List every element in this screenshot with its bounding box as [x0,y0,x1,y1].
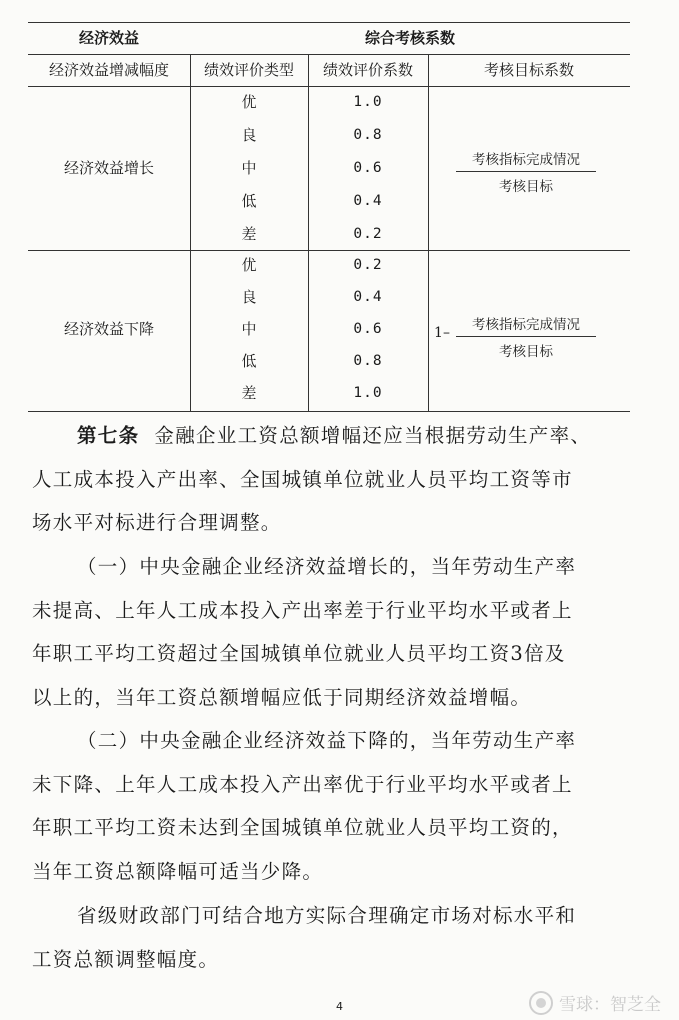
watermark [529,990,661,1015]
text-line: 金融企业工资总额增幅还应当根据劳动生产率、 [154,424,592,447]
text-line: （二）中央金融企业经济效益下降的，当年劳动生产率 [77,729,577,752]
group-decline-label: 经济效益下降 [63,320,154,338]
page-number: 4 [336,1000,343,1013]
header-composite-coefficient: 综合考核系数 [364,29,455,47]
growth-formula [456,148,596,195]
decline-formula [456,313,596,360]
text-line: 场水平对标进行合理调整。 [32,511,282,534]
article-paragraph-3 [32,719,622,893]
eval-type-cell: 差 [241,225,257,243]
text-line: 未提高、上年人工成本投入产出率差于行业平均水平或者上 [32,598,573,622]
eval-type-cell: 良 [241,288,257,306]
eval-coef-cell: 0.2 [353,257,383,273]
text-line: 当年工资总额降幅可适当少降。 [32,859,324,883]
eval-type-cell: 低 [241,352,257,370]
eval-coef-cell: 0.8 [353,353,383,369]
eval-type-cell: 差 [241,384,257,402]
text-line: 以上的，当年工资总额增幅应低于同期经济效益增幅。 [32,685,532,709]
eval-coef-cell: 1.0 [353,385,383,401]
text-line: （一）中央金融企业经济效益增长的，当年劳动生产率 [77,555,577,578]
eval-type-cell: 良 [241,126,257,144]
formula-numerator: 考核指标完成情况 [456,148,596,172]
formula-numerator: 考核指标完成情况 [456,313,596,337]
text-line: 年职工平均工资超过全国城镇单位就业人员平均工资3倍及 [32,642,566,665]
formula-denominator: 考核目标 [499,179,553,195]
article-paragraph-4 [32,894,622,981]
eval-coef-cell: 1.0 [353,94,383,110]
header-eval-type: 绩效评价类型 [203,61,294,79]
header-econ: 经济效益 [78,29,139,47]
header-econ-change: 经济效益增减幅度 [48,61,169,79]
text-line: 年职工平均工资未达到全国城镇单位就业人员平均工资的， [32,816,573,839]
header-eval-coefficient: 绩效评价系数 [322,61,413,79]
header-target-coefficient: 考核目标系数 [483,61,574,79]
eval-coef-cell: 0.4 [353,289,383,305]
eval-type-cell: 低 [241,192,257,210]
snowball-logo-icon [529,991,553,1015]
eval-type-cell: 优 [241,256,257,274]
article-paragraph-1 [32,414,622,545]
coefficient-table [28,22,630,412]
eval-type-cell: 中 [241,159,257,177]
eval-coef-cell: 0.2 [353,226,383,242]
text-line: 省级财政部门可结合地方实际合理确定市场对标水平和 [77,904,577,927]
eval-type-cell: 中 [241,320,257,338]
eval-coef-cell: 0.8 [353,127,383,143]
watermark-text: 雪球：智芝全 [559,995,661,1015]
article-heading: 第七条 [77,424,140,447]
formula-denominator: 考核目标 [499,344,553,360]
eval-coef-cell: 0.6 [353,321,383,337]
eval-coef-cell: 0.4 [353,193,383,209]
text-line: 工资总额调整幅度。 [32,947,220,971]
eval-type-cell: 优 [241,93,257,111]
text-line: 人工成本投入产出率、全国城镇单位就业人员平均工资等市 [32,467,573,491]
text-line: 未下降、上年人工成本投入产出率优于行业平均水平或者上 [32,772,573,796]
article-paragraph-2 [32,545,622,719]
group-growth-label: 经济效益增长 [63,159,154,177]
eval-coef-cell: 0.6 [353,160,383,176]
formula-prefix: 1– [434,325,450,341]
